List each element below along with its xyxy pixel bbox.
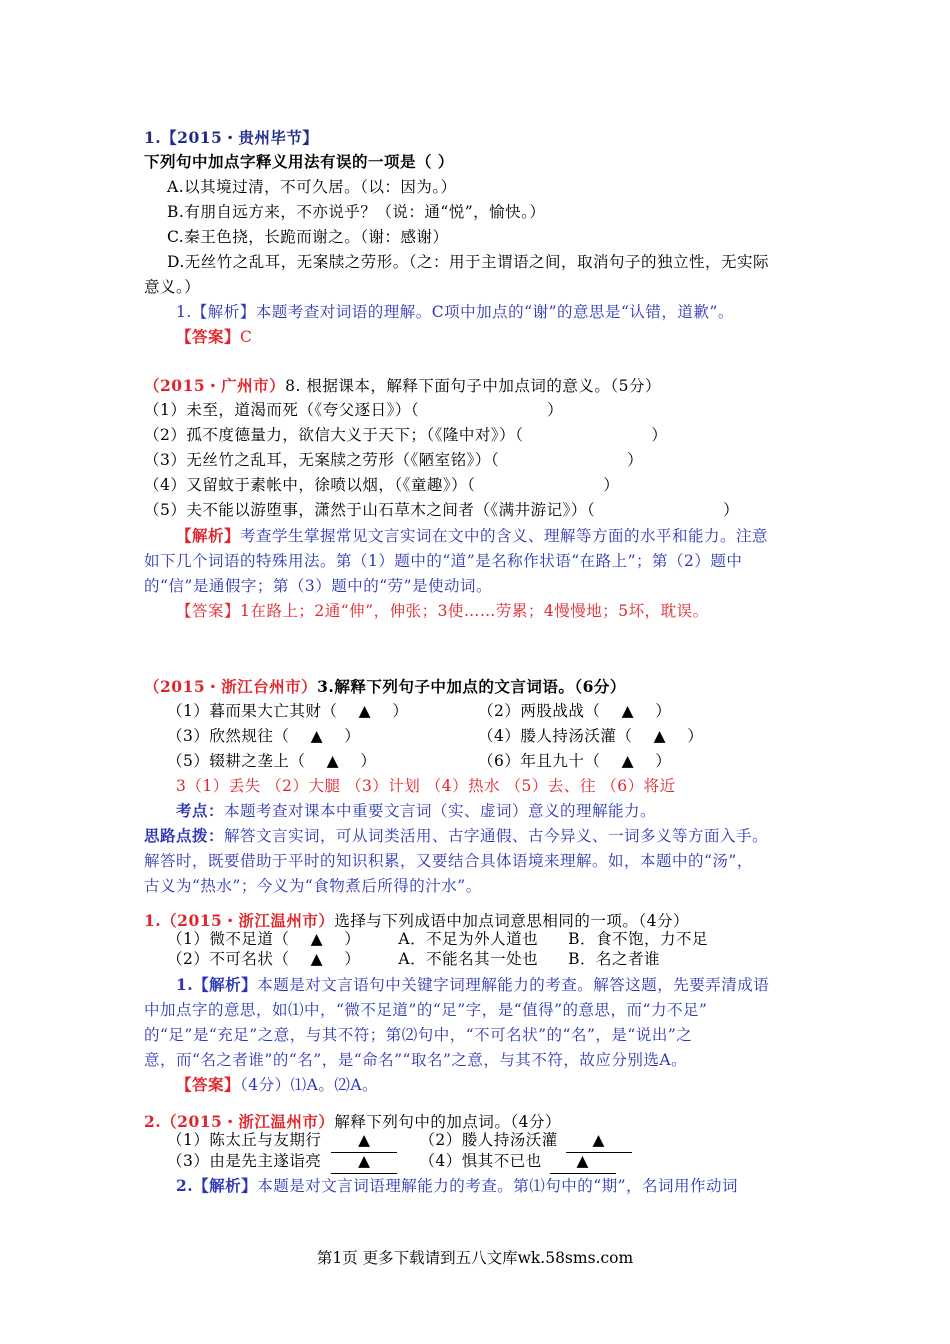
q1-analysis: 1.【解析】本题考查对词语的理解。C项中加点的“谢”的意思是“认错，道歉”。 bbox=[176, 303, 734, 321]
q2-item-5: （5）夫不能以游堕事，潇然于山石草木之间者（《满井游记》）（ ） bbox=[144, 501, 740, 519]
q2-heading bbox=[144, 374, 661, 398]
q3-stem: 3.解释下列句子中加点的文言词语。（6分） bbox=[317, 677, 626, 696]
triangle-icon: ▲ bbox=[310, 930, 324, 948]
q2-item-4: （4）又留蚊于素帐中，徐喷以烟，（《童趣》）（ ） bbox=[144, 476, 620, 494]
triangle-icon: ▲ bbox=[358, 702, 372, 720]
q1-option-b: B.有朋自远方来，不亦说乎？（说：通“悦”，愉快。） bbox=[167, 203, 546, 221]
triangle-icon: ▲ bbox=[621, 702, 635, 720]
q4-row-2: （2）不可名状（ ▲ ） A．不能名其一处也 B．名之者谁 bbox=[167, 947, 660, 971]
q3-kaodian: 考点：本题考查对课本中重要文言词（实、虚词）意义的理解能力。 bbox=[176, 801, 657, 820]
answer-value: （4分）⑴A。⑵A。 bbox=[240, 1076, 379, 1094]
answer-label: 【答案】 bbox=[176, 327, 241, 346]
q1-stem: 下列句中加点字释义用法有误的一项是（ ） bbox=[144, 152, 454, 171]
q3-heading bbox=[144, 675, 626, 699]
q3-item-1: （1）暮而果大亡其财（ ▲ ） bbox=[167, 699, 408, 723]
q1-option-d-line2: 意义。） bbox=[144, 278, 201, 296]
analysis-label: 1.【解析】 bbox=[176, 975, 258, 994]
triangle-icon: ▲ bbox=[653, 727, 667, 745]
analysis-label: 2.【解析】 bbox=[176, 1176, 258, 1195]
page-footer: 第1页 更多下载请到五八文库wk.58sms.com bbox=[316, 1249, 634, 1267]
q4-analysis-line4: 意，而“名之者谁”的“名”，是“命名”“取名”之意，与其不符，故应分别选A。 bbox=[144, 1051, 688, 1069]
triangle-icon: ▲ bbox=[331, 1149, 397, 1174]
q4-row-1: （1）微不足道（ ▲ ） A．不足为外人道也 B．食不饱，力不足 bbox=[167, 927, 708, 951]
q4-answer bbox=[176, 1073, 378, 1097]
q1-heading: 1.【2015・贵州毕节】 bbox=[144, 128, 319, 147]
kaodian-label: 考点： bbox=[176, 801, 225, 820]
q3-answers: 3（1）丢失 （2）大腿 （3）计划 （4）热水 （5）去、往 （6）将近 bbox=[176, 777, 676, 795]
q3-item-3: （3）欣然规往（ ▲ ） bbox=[167, 724, 360, 748]
q4-analysis-line1: 1.【解析】本题是对文言语句中关键字词理解能力的考查。解答这题，先要弄清成语 bbox=[176, 975, 770, 994]
q1-option-d-line1: D.无丝竹之乱耳，无案牍之劳形。（之：用于主谓语之间，取消句子的独立性，无实际 bbox=[167, 253, 770, 271]
q2-item-1: （1）未至，道渴而死（《夸父逐日》）（ ） bbox=[144, 401, 564, 419]
q4-stem: 选择与下列成语中加点词意思相同的一项。（4分） bbox=[334, 912, 689, 930]
q3-item-4: （4）媵人持汤沃灌（ ▲ ） bbox=[478, 724, 703, 748]
q2-analysis-line3: 的“信”是通假字；第（3）题中的“劳”是使动词。 bbox=[144, 577, 493, 595]
q3-source: （2015・浙江台州市） bbox=[144, 677, 318, 696]
q2-analysis-line2: 如下几个词语的特殊用法。第（1）题中的“道”是名称作状语“在路上”；第（2）题中 bbox=[144, 552, 743, 570]
q2-item-3: （3）无丝竹之乱耳，无案牍之劳形（《陋室铭》）（ ） bbox=[144, 451, 644, 469]
triangle-icon: ▲ bbox=[621, 752, 635, 770]
triangle-icon: ▲ bbox=[566, 1128, 632, 1153]
q5-row-1: （1）陈太丘与友期行 ▲ （2）媵人持汤沃灌 ▲ bbox=[167, 1128, 632, 1153]
q3-item-6: （6）年且九十（ ▲ ） bbox=[478, 749, 671, 773]
q3-item-5: （5）辍耕之垄上（ ▲ ） bbox=[167, 749, 376, 773]
q4-analysis-line2: 中加点字的意思，如⑴中，“微不足道”的“足”字，是“值得”的意思，而“力不足” bbox=[144, 1001, 708, 1019]
q3-silu-line2: 解答时，既要借助于平时的知识积累，又要结合具体语境来理解。如，本题中的“汤”， bbox=[144, 852, 753, 870]
answer-value: C bbox=[240, 328, 253, 346]
q2-answer: 【答案】1在路上；2通“伸”，伸张；3使……劳累；4慢慢地；5坏，耽误。 bbox=[176, 602, 709, 620]
q3-silu-line3: 古义为“热水”；今义为“食物煮后所得的汁水”。 bbox=[144, 877, 482, 895]
q1-option-c: C.秦王色挠，长跪而谢之。（谢：感谢） bbox=[167, 228, 449, 246]
silu-label: 思路点拨： bbox=[144, 826, 225, 845]
q5-source: 2.（2015・浙江温州市） bbox=[144, 1112, 335, 1131]
triangle-icon: ▲ bbox=[550, 1149, 616, 1174]
q4-source: 1.（2015・浙江温州市） bbox=[144, 911, 335, 930]
q2-item-2: （2）孤不度德量力，欲信大义于天下；（《隆中对》）（ ） bbox=[144, 426, 668, 444]
q5-stem: 解释下列句中的加点词。（4分） bbox=[334, 1113, 561, 1131]
answer-label: 【答案】 bbox=[176, 1075, 241, 1094]
q2-stem: 8. 根据课本，解释下面句子中加点词的意义。（5分） bbox=[285, 377, 661, 395]
q3-item-2: （2）两股战战（ ▲ ） bbox=[478, 699, 671, 723]
q2-analysis-line1: 【解析】考查学生掌握常见文言实词在文中的含义、理解等方面的水平和能力。注意 bbox=[176, 526, 769, 545]
triangle-icon: ▲ bbox=[310, 727, 324, 745]
q5-analysis-line1: 2.【解析】本题是对文言词语理解能力的考查。第⑴句中的“期”，名词用作动词 bbox=[176, 1176, 739, 1195]
triangle-icon: ▲ bbox=[310, 950, 324, 968]
q2-source: （2015・广州市） bbox=[144, 376, 286, 395]
triangle-icon: ▲ bbox=[331, 1128, 397, 1153]
q4-analysis-line3: 的“足”是“充足”之意，与其不符；第⑵句中，“不可名状”的“名”，是“说出”之 bbox=[144, 1026, 693, 1044]
triangle-icon: ▲ bbox=[326, 752, 340, 770]
q1-answer bbox=[176, 325, 252, 349]
q3-silu-line1: 思路点拨：解答文言实词，可从词类活用、古字通假、古今异义、一词多义等方面入手。 bbox=[144, 826, 769, 845]
q1-option-a: A.以其境过清，不可久居。（以：因为。） bbox=[167, 178, 457, 196]
analysis-label: 【解析】 bbox=[176, 526, 241, 545]
q5-row-2: （3）由是先主遂诣亮 ▲ （4）惧其不已也 ▲ bbox=[167, 1149, 616, 1174]
